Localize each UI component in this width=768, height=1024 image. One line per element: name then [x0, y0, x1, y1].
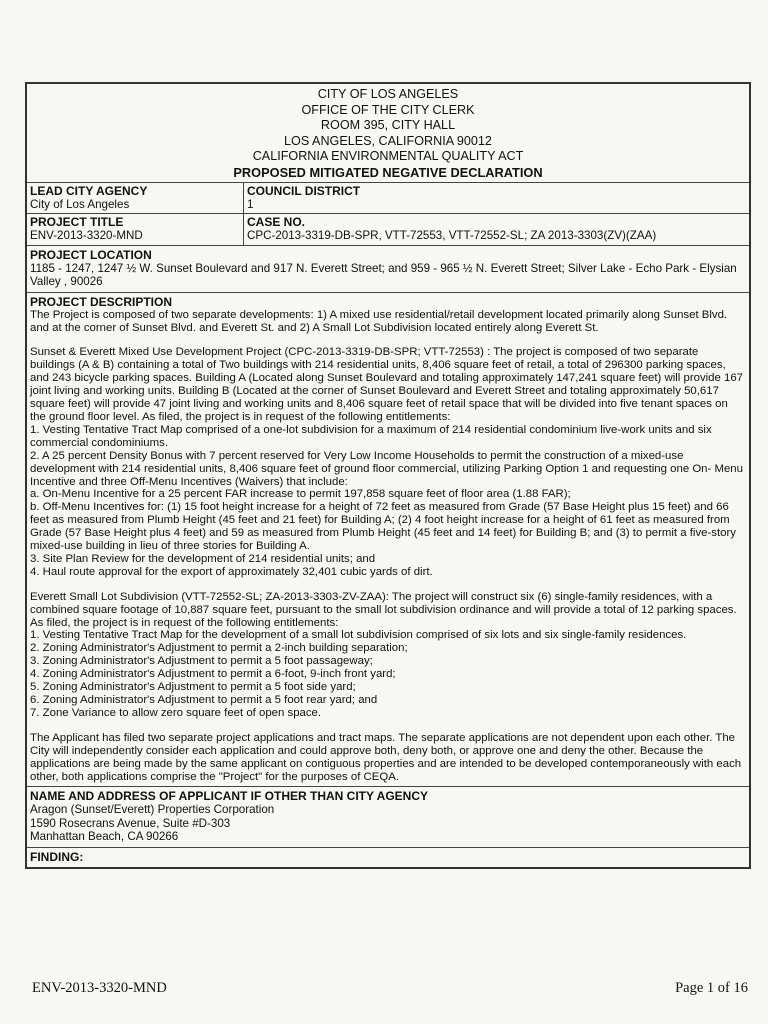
description-paragraph: Sunset & Everett Mixed Use Development Project (CPC-2013-3319-DB-SPR; VTT-72553) : The project is composed of two separate buildings (A & B) containing a total of Two buildings with 214 residential units, 8,406 square feet of retail, a total of 296300 parking spaces, and 243 bicycle parking spaces. Building A (Located along Sunset Boulevard and totaling approximately 147,241 square feet) will provide 167 joint living and working units. Building B (Located at the corner of Sunset Boulevard and Everett Street and totaling approximately 50,617 square feet) will provide 47 joint living and working units and 8,406 square feet of retail space that will be divided into five tenant spaces on the ground floor level. As filed, the project is in request of the following entitlements: [30, 346, 744, 423]
case-no-label: CASE NO. [247, 215, 306, 230]
description-paragraph: Everett Small Lot Subdivision (VTT-72552-SL; ZA-2013-3303-ZV-ZAA): The project will construct six (6) single-family residences, with a combined square footage of 10,887 square feet, pursuant to the small lot subdivision ordinance and will provide a total of 12 parking spaces. As filed, the project is in request of the following entitlements: [30, 590, 737, 629]
lead-agency-value: City of Los Angeles [30, 198, 130, 211]
header-line: ROOM 395, CITY HALL [320, 118, 456, 132]
entitlement-item: 3. Site Plan Review for the development of 214 residential units; and [30, 552, 376, 565]
finding-section [27, 848, 749, 867]
entitlement-item: 2. A 25 percent Density Bonus with 7 percent reserved for Very Low Income Households to permit the construction of a mixed-use development with 214 residential units, 8,406 square feet of ground floor commercial, utilizing Parking Option 1 and requesting one On- Menu Incentive and three Off-Menu Incentives (Waivers) that include: [30, 449, 743, 488]
entitlement-item: 4. Zoning Administrator's Adjustment to permit a 6-foot, 9-inch front yard; [30, 668, 396, 681]
case-no-cell [244, 214, 749, 244]
description-paragraph: The Project is composed of two separate developments: 1) A mixed use residential/retail development located primarily along Sunset Blvd. and at the corner of Sunset Blvd. and Everett St. and 2) A Small Lot Subdivision located entirely along Everett St. [30, 308, 728, 334]
applicant-label: NAME AND ADDRESS OF APPLICANT IF OTHER THAN CITY AGENCY [30, 789, 429, 804]
project-title-cell [27, 214, 244, 244]
entitlement-item: 7. Zone Variance to allow zero square feet of open space. [30, 706, 322, 719]
entitlement-item: 3. Zoning Administrator's Adjustment to permit a 5 foot passageway; [30, 655, 373, 668]
header-line: OFFICE OF THE CITY CLERK [301, 102, 475, 117]
council-district-label: COUNCIL DISTRICT [247, 184, 361, 198]
project-description-label: PROJECT DESCRIPTION [30, 294, 173, 309]
agency-row [27, 183, 749, 214]
entitlement-item: 1. Vesting Tentative Tract Map for the development of a small lot subdivision comprised of six lots and six single-family residences. [30, 629, 687, 642]
project-title-label: PROJECT TITLE [30, 215, 124, 230]
declaration-form [25, 82, 751, 869]
document-title: PROPOSED MITIGATED NEGATIVE DECLARATION [233, 164, 543, 180]
council-district-value: 1 [247, 198, 254, 211]
case-no-value: CPC-2013-3319-DB-SPR, VTT-72553, VTT-72552-SL; ZA 2013-3303(ZV)(ZAA) [247, 229, 657, 243]
project-title-value: ENV-2013-3320-MND [30, 229, 143, 243]
project-location-label: PROJECT LOCATION [30, 247, 152, 262]
project-location-value: 1185 - 1247, 1247 ½ W. Sunset Boulevard and 917 N. Everett Street; and 959 - 965 ½ N. Everett Street; Silver Lake - Echo Park - Elysian Valley , 90026 [30, 261, 737, 289]
applicant-line: Aragon (Sunset/Everett) Properties Corporation [30, 803, 275, 817]
applicant-line: Manhattan Beach, CA 90266 [30, 830, 179, 844]
lead-agency-cell [27, 183, 244, 213]
form-header [27, 84, 749, 183]
applicant-section [27, 787, 749, 847]
header-line: LOS ANGELES, CALIFORNIA 90012 [284, 133, 492, 148]
entitlement-item: 5. Zoning Administrator's Adjustment to permit a 5 foot side yard; [30, 681, 356, 694]
entitlement-item: 6. Zoning Administrator's Adjustment to permit a 5 foot rear yard; and [30, 694, 378, 706]
title-row [27, 214, 749, 245]
entitlement-item: 1. Vesting Tentative Tract Map comprised of a one-lot subdivision for a maximum of 214 residential condominium live-work units and six commercial condominiums. [30, 423, 712, 449]
header-line: CITY OF LOS ANGELES [317, 87, 459, 101]
header-line: CALIFORNIA ENVIRONMENTAL QUALITY ACT [252, 149, 524, 163]
project-description-section [27, 293, 749, 788]
footer-document-id: ENV-2013-3320-MND [32, 980, 167, 996]
lead-agency-label: LEAD CITY AGENCY [30, 184, 148, 198]
entitlement-item: 2. Zoning Administrator's Adjustment to permit a 2-inch building separation; [30, 642, 408, 655]
entitlement-item: b. Off-Menu Incentives for: (1) 15 foot height increase for a height of 72 feet as measured from Grade (57 Base Height plus 15 feet) and 66 feet as measured from Plumb Height (45 feet and 21 feet) for Building A; (2) 4 foot height increase for a height of 61 feet as measured from Grade (57 Base Height plus 4 feet) and 59 as measured from Plumb Height (45 feet and 14 feet) for Building B; and (3) to permit a five-story mixed-use building in lieu of three stories for Building A. [30, 501, 736, 553]
description-paragraph: The Applicant has filed two separate project applications and tract maps. The separate applications are not dependent upon each other. The City will independently consider each application and could approve both, deny both, or approve one and deny the other. Because the applications are being made by the same applicant on contiguous properties and are intended to be developed contemporaneously with each other, both applications comprise the "Project" for the purposes of CEQA. [30, 731, 742, 783]
applicant-line: 1590 Rosecrans Avenue, Suite #D-303 [30, 816, 231, 830]
council-district-cell [244, 183, 749, 213]
footer-page-number: Page 1 of 16 [675, 980, 748, 996]
finding-label: FINDING: [30, 849, 84, 864]
entitlement-item: a. On-Menu Incentive for a 25 percent FAR increase to permit 197,858 square feet of floor area (1.88 FAR); [30, 488, 571, 501]
entitlement-item: 4. Haul route approval for the export of approximately 32,401 cubic yards of dirt. [30, 565, 433, 578]
project-location-section [27, 246, 749, 293]
